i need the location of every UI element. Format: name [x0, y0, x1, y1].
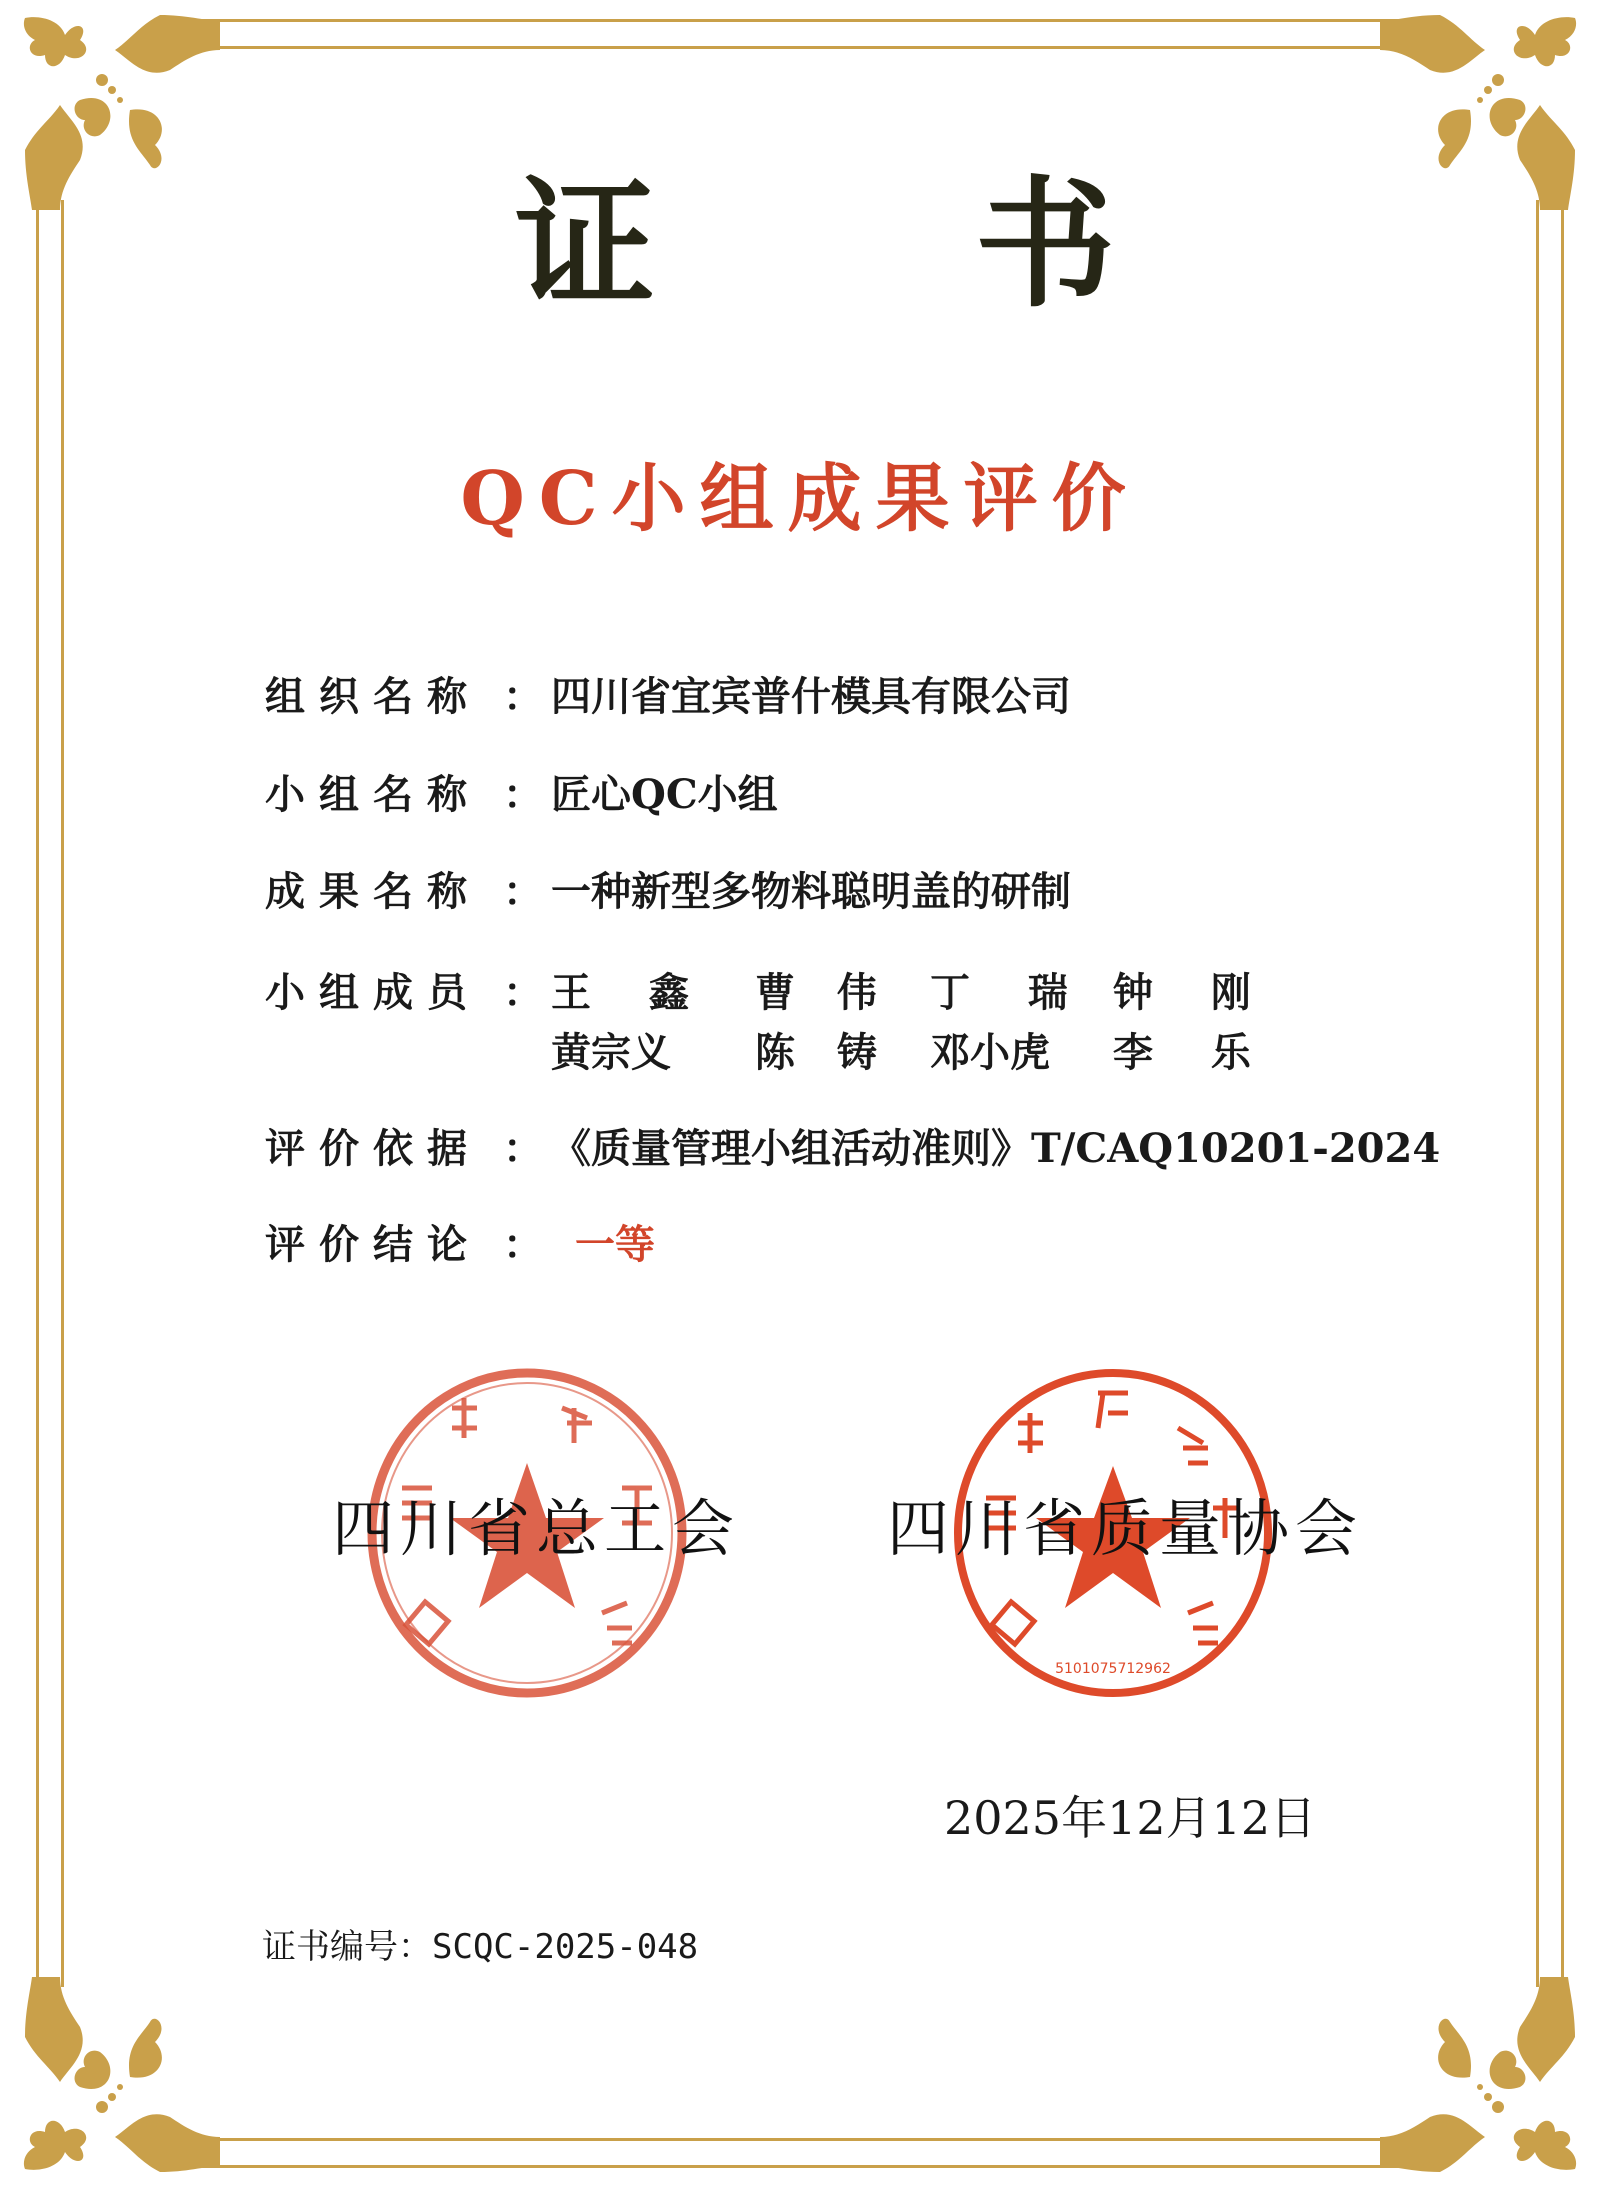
- seal-code: 5101075712962: [1055, 1661, 1171, 1677]
- border-top-outer: [200, 19, 1400, 22]
- field-colon: ：: [503, 1125, 543, 1172]
- subtitle: QC小组成果评价: [460, 456, 1140, 542]
- conclusion-value: 一等: [575, 1221, 655, 1268]
- certificate-number: [262, 1927, 699, 1967]
- field-colon: ：: [503, 771, 543, 818]
- member-name: 钟 刚: [1113, 969, 1273, 1016]
- member-name: 丁 瑞: [930, 969, 1090, 1016]
- field-group-name: [265, 771, 1365, 825]
- issuer-left: 四川省总工会: [332, 1492, 741, 1565]
- field-value: 四川省宜宾普什模具有限公司: [551, 673, 1071, 720]
- corner-ornament-icon: [1380, 10, 1580, 210]
- field-members: [265, 969, 1365, 1083]
- corner-ornament-icon: [1380, 1977, 1580, 2177]
- corner-ornament-icon: [20, 1977, 220, 2177]
- field-label: 评价结论: [265, 1221, 481, 1268]
- member-name: 李 乐: [1113, 1029, 1273, 1076]
- field-basis: [265, 1125, 1441, 1179]
- border-bottom-outer: [200, 2165, 1400, 2168]
- corner-ornament-icon: [20, 10, 220, 210]
- field-value: 匠心QC小组: [551, 771, 778, 818]
- field-label: 组织名称: [265, 673, 481, 720]
- field-label: 小组成员: [265, 969, 481, 1016]
- field-label: 评价依据: [265, 1125, 481, 1172]
- field-value: 一种新型多物料聪明盖的研制: [551, 868, 1071, 915]
- field-colon: ：: [503, 969, 543, 1016]
- field-conclusion: [265, 1221, 1365, 1275]
- certificate-number-value: SCQC-2025-048: [432, 1927, 699, 1967]
- title-char-2: 书: [975, 163, 1116, 327]
- member-name: 曹 伟: [755, 969, 891, 1016]
- field-value: 《质量管理小组活动准则》T/CAQ10201-2024: [551, 1125, 1441, 1172]
- title-char-1: 证: [515, 163, 656, 327]
- field-organization: [265, 673, 1365, 727]
- member-name: 王 鑫: [551, 969, 711, 1016]
- member-name: 邓小虎: [930, 1029, 1050, 1076]
- border-top-inner: [200, 46, 1400, 49]
- border-bottom-inner: [200, 2138, 1400, 2141]
- issue-date: 2025年12月12日: [944, 1791, 1317, 1845]
- field-label: 小组名称: [265, 771, 481, 818]
- member-name: 黄宗义: [551, 1029, 671, 1076]
- field-colon: ：: [503, 868, 543, 915]
- issuer-right: 四川省质量协会: [887, 1492, 1364, 1565]
- certificate-number-label: 证书编号：: [262, 1927, 432, 1967]
- field-achievement: [265, 868, 1365, 922]
- field-label: 成果名称: [265, 868, 481, 915]
- field-colon: ：: [503, 673, 543, 720]
- member-name: 陈 铸: [755, 1029, 891, 1076]
- field-colon: ：: [503, 1221, 543, 1268]
